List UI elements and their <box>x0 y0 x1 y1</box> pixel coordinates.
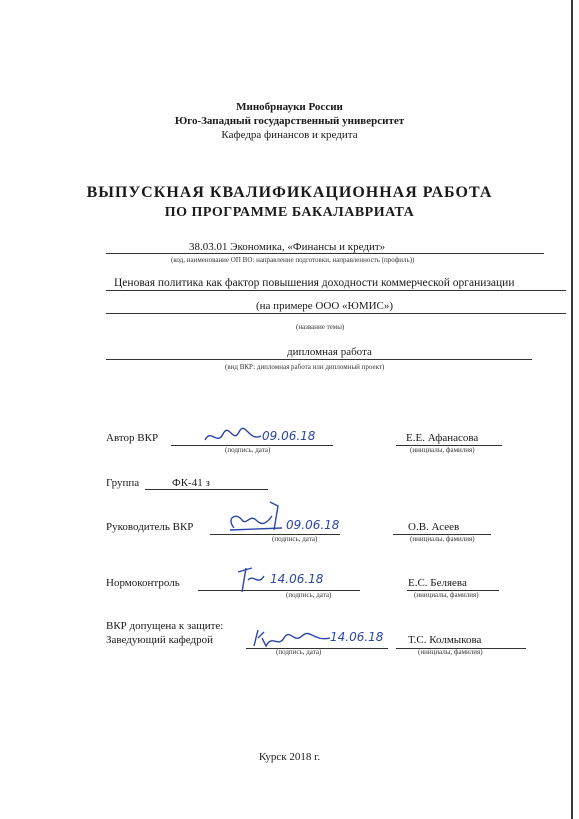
supervisor-label: Руководитель ВКР <box>106 521 194 533</box>
department: Кафедра финансов и кредита <box>221 129 358 141</box>
normcontrol-name: Е.С. Беляева <box>408 577 467 589</box>
document-title: ВЫПУСКНАЯ КВАЛИФИКАЦИОННАЯ РАБОТА <box>86 184 493 201</box>
city-year: Курск 2018 г. <box>258 751 321 763</box>
head-label: Заведующий кафедрой <box>106 634 213 646</box>
university: Юго-Западный государственный университет <box>174 115 405 127</box>
normcontrol-signature-line <box>198 590 360 591</box>
topic-line-1: Ценовая политика как фактор повышения доходности коммерческой организации <box>114 277 515 289</box>
topic-caption: (название темы) <box>296 323 345 331</box>
program-caption: (код, наименование ОП ВО: направление подготовки, направленность (профиль)) <box>171 256 415 264</box>
normcontrol-name-caption: (инициалы, фамилия) <box>414 591 479 599</box>
head-name: Т.С. Колмыкова <box>408 634 482 646</box>
author-name: Е.Е. Афанасова <box>406 432 479 444</box>
author-signature-caption: (подпись, дата) <box>225 446 271 454</box>
supervisor-name: О.В. Асеев <box>408 521 460 533</box>
normcontrol-signature-date: 14.06.18 <box>270 572 324 586</box>
supervisor-signature-date: 09.06.18 <box>286 518 340 532</box>
head-name-caption: (инициалы, фамилия) <box>418 648 483 656</box>
normcontrol-label: Нормоконтроль <box>106 577 180 589</box>
head-signature-date: 14.06.18 <box>330 630 384 644</box>
author-name-caption: (инициалы, фамилия) <box>410 446 475 454</box>
program-underline <box>106 253 544 254</box>
supervisor-name-caption: (инициалы, фамилия) <box>410 535 475 543</box>
normcontrol-signature-caption: (подпись, дата) <box>286 591 332 599</box>
supervisor-signature <box>226 500 284 526</box>
program-value: 38.03.01 Экономика, «Финансы и кредит» <box>189 241 386 253</box>
topic-underline-1 <box>106 290 566 291</box>
normcontrol-signature <box>234 564 268 590</box>
ministry: Минобрнауки России <box>236 101 343 113</box>
topic-underline-2 <box>106 313 566 314</box>
group-label: Группа <box>106 477 140 489</box>
author-signature-date: 09.06.18 <box>262 429 316 443</box>
author-label: Автор ВКР <box>106 432 159 444</box>
work-type-caption: (вид ВКР: дипломная работа или дипломный проект) <box>225 363 385 371</box>
topic-line-2: (на примере ООО «ЮМИС») <box>256 300 394 312</box>
work-type-value: дипломная работа <box>287 346 372 358</box>
supervisor-signature-caption: (подпись, дата) <box>272 535 318 543</box>
document-subtitle: ПО ПРОГРАММЕ БАКАЛАВРИАТА <box>164 205 415 220</box>
admission-label: ВКР допущена к защите: <box>106 620 224 632</box>
head-signature-caption: (подпись, дата) <box>276 648 322 656</box>
group-underline <box>145 489 268 490</box>
work-type-underline <box>106 359 532 360</box>
group-value: ФК-41 з <box>172 477 210 489</box>
